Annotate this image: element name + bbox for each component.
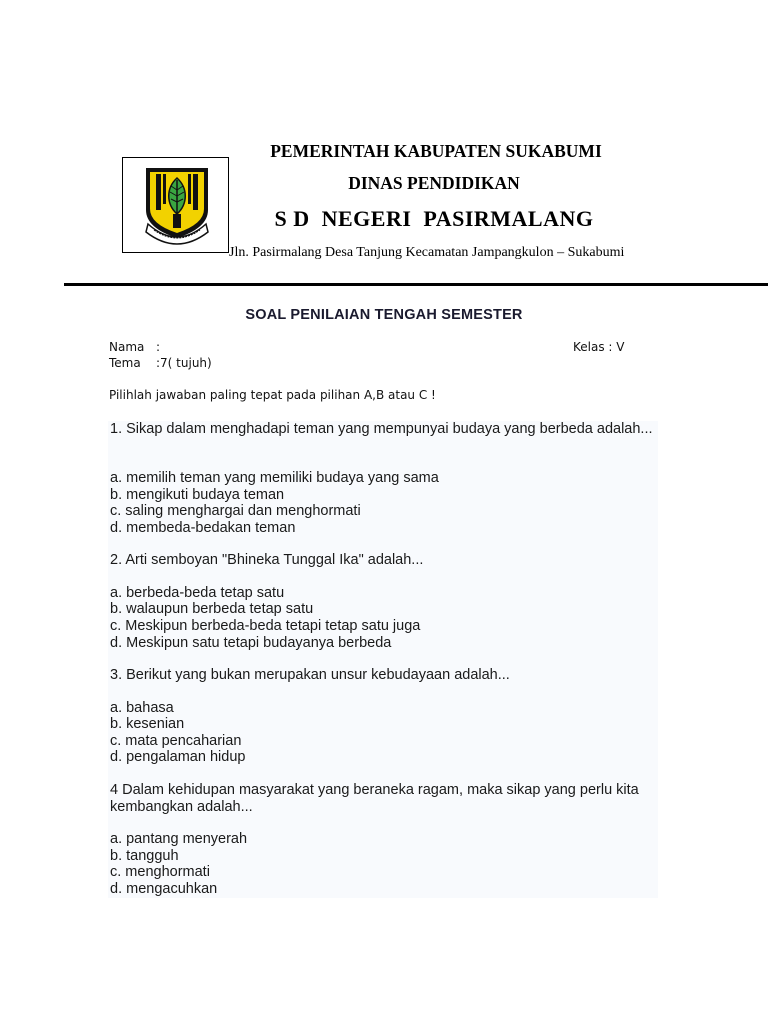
question-3-option-b: b. kesenian [110, 716, 185, 732]
school-logo-frame [122, 157, 229, 253]
question-1-option-a: a. memilih teman yang memiliki budaya yang sama [110, 470, 439, 486]
question-4-option-a: a. pantang menyerah [110, 831, 248, 847]
question-3-option-c: c. mata pencaharian [110, 733, 242, 749]
header-department: DINAS PENDIDIKAN [348, 173, 520, 193]
tema-value: :7( tujuh) [156, 356, 212, 370]
question-2-option-c: c. Meskipun berbeda-beda tetapi tetap satu juga [110, 618, 421, 634]
question-2-option-b: b. walaupun berbeda tetap satu [110, 601, 314, 617]
tema-label: Tema [109, 356, 141, 370]
question-panel [108, 421, 658, 898]
question-2-option-d: d. Meskipun satu tetapi budayanya berbeda [110, 635, 392, 651]
question-1-option-c: c. saling menghargai dan menghormati [110, 503, 361, 519]
question-4-text: 4 Dalam kehidupan masyarakat yang beraneka ragam, maka sikap yang perlu kita kembangkan adalah... [110, 782, 639, 815]
question-1-text: 1. Sikap dalam menghadapi teman yang mempunyai budaya yang berbeda adalah... [110, 421, 653, 437]
question-3-text: 3. Berikut yang bukan merupakan unsur kebudayaan adalah... [110, 667, 510, 683]
question-1-option-d: d. membeda-bedakan teman [110, 520, 296, 536]
question-4-option-b: b. tangguh [110, 848, 179, 864]
header-divider [64, 283, 768, 286]
kelas-label: Kelas : V [573, 340, 625, 354]
instruction-text: Pilihlah jawaban paling tepat pada pilihan A,B atau C ! [109, 388, 436, 402]
question-3-option-d: d. pengalaman hidup [110, 749, 246, 765]
question-3-option-a: a. bahasa [110, 700, 174, 716]
question-1-option-b: b. mengikuti budaya teman [110, 487, 285, 503]
question-2-text: 2. Arti semboyan "Bhineka Tunggal Ika" adalah... [110, 552, 424, 568]
header-government: PEMERINTAH KABUPATEN SUKABUMI [270, 141, 602, 161]
header-address: Jln. Pasirmalang Desa Tanjung Kecamatan Jampangkulon – Sukabumi [229, 245, 625, 260]
nama-colon: : [156, 340, 161, 354]
nama-label: Nama [109, 340, 145, 354]
question-4-option-c: c. menghormati [110, 864, 210, 880]
question-2-option-a: a. berbeda-beda tetap satu [110, 585, 285, 601]
exam-title: SOAL PENILAIAN TENGAH SEMESTER [245, 307, 523, 323]
header-school-name: S D NEGERI PASIRMALANG [274, 206, 594, 231]
question-4-option-d: d. mengacuhkan [110, 881, 218, 897]
